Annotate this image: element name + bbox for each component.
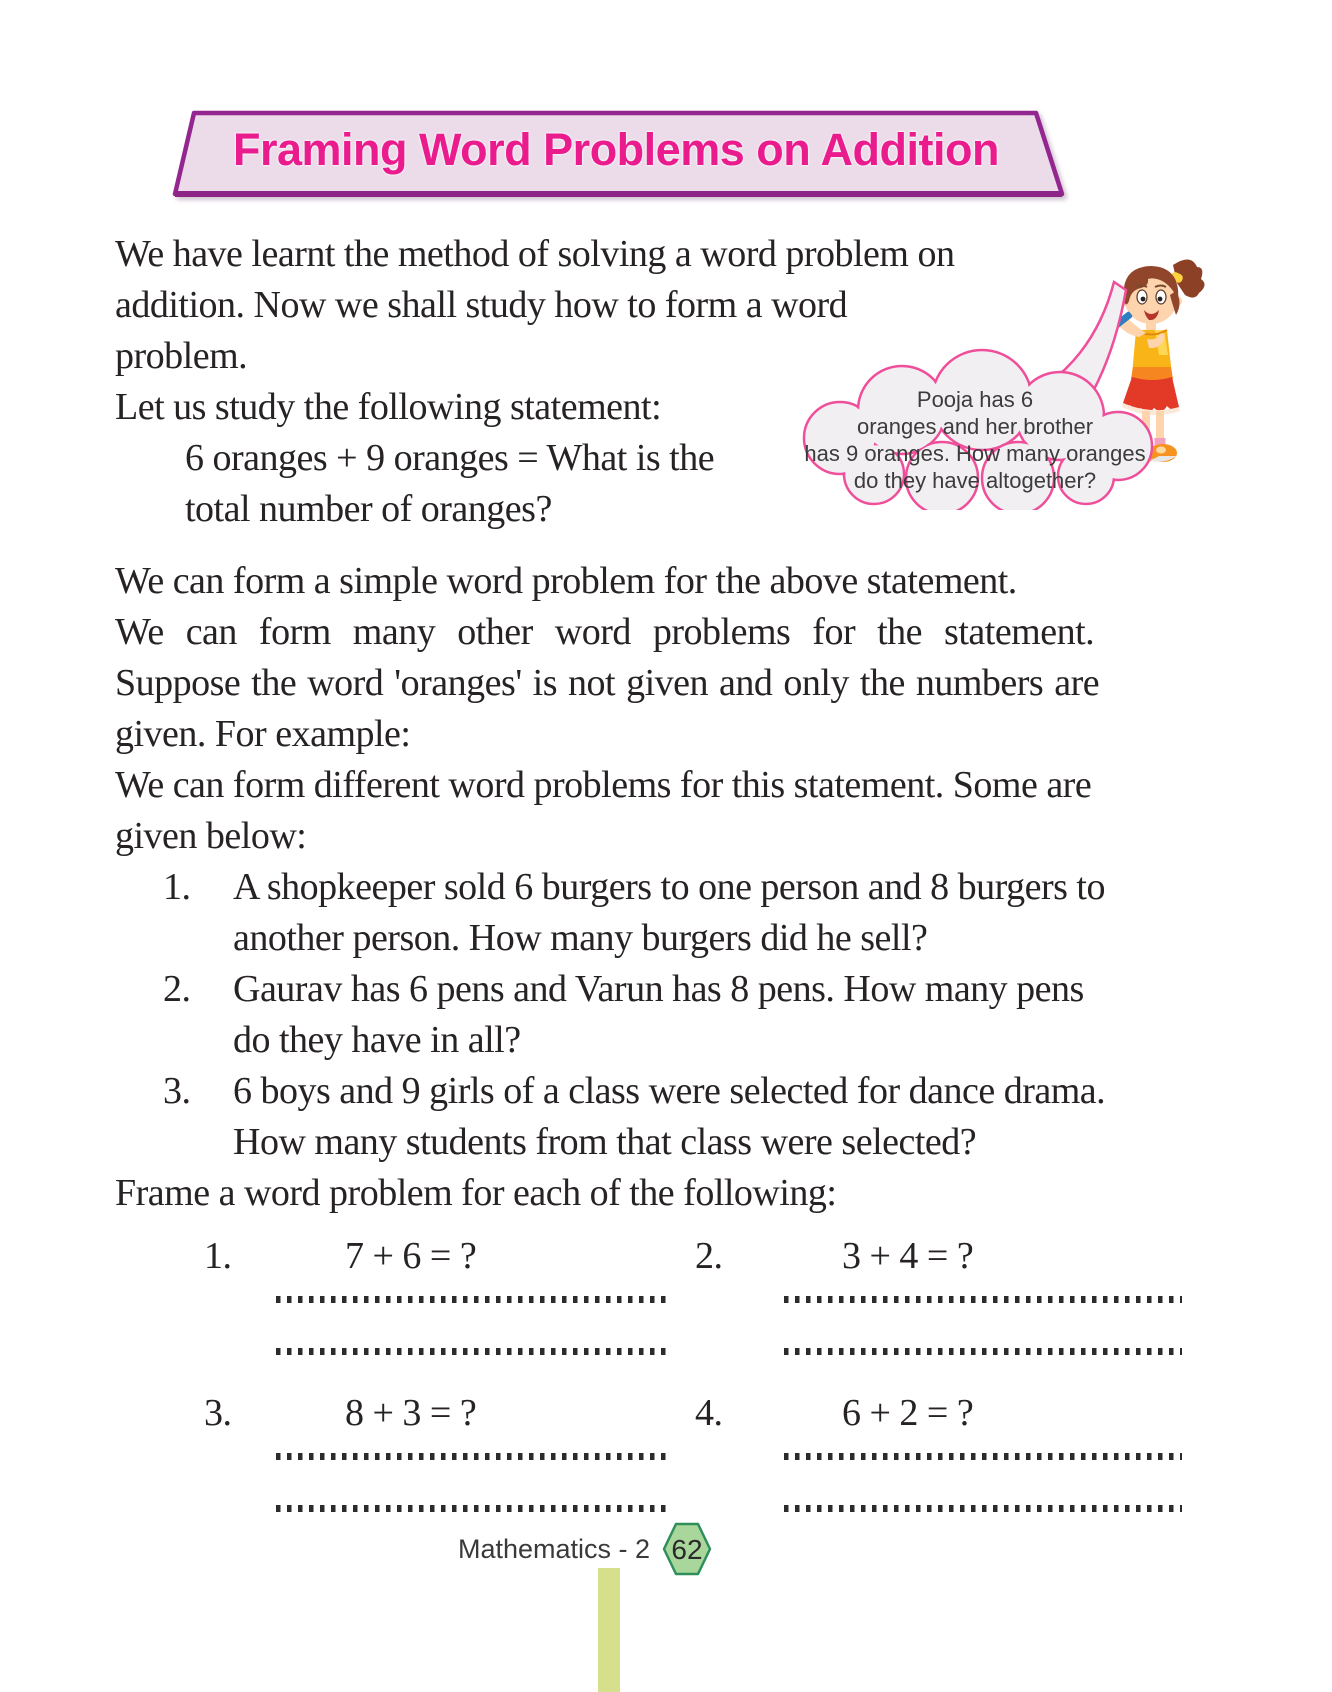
example-line: 6 boys and 9 girls of a class were selected for dance drama. bbox=[233, 1070, 1106, 1112]
answer-line bbox=[784, 1453, 1182, 1460]
bottom-green-bar bbox=[598, 1568, 620, 1692]
body-line: given below: bbox=[115, 815, 307, 857]
problem-number: 1. bbox=[204, 1235, 232, 1277]
answer-lines-row bbox=[115, 1439, 1219, 1491]
answer-line bbox=[276, 1296, 670, 1303]
example-number: 3. bbox=[163, 1070, 191, 1112]
example-line: another person. How many burgers did he sell? bbox=[233, 917, 928, 959]
exercise-row bbox=[115, 1388, 1219, 1439]
answer-lines-row bbox=[115, 1334, 1219, 1386]
page-footer bbox=[458, 1522, 712, 1576]
body-line: We can form many other word problems for the statement. bbox=[115, 611, 1095, 653]
example-item bbox=[115, 1066, 1219, 1168]
example-item bbox=[115, 964, 1219, 1066]
problem-expression: 7 + 6 = ? bbox=[345, 1235, 477, 1277]
bubble-line: do they have altogether? bbox=[853, 468, 1097, 493]
body-line: addition. Now we shall study how to form a word bbox=[115, 284, 848, 326]
body-line: Suppose the word 'oranges' is not given and only the numbers are bbox=[115, 662, 1100, 704]
bubble-line: oranges and her brother bbox=[856, 414, 1094, 439]
bubble-line: Pooja has 6 bbox=[916, 387, 1034, 412]
example-line: How many students from that class were selected? bbox=[233, 1121, 977, 1163]
answer-line bbox=[276, 1453, 670, 1460]
problem-expression: 8 + 3 = ? bbox=[345, 1392, 477, 1434]
problem-number: 4. bbox=[695, 1392, 723, 1434]
body-text bbox=[115, 229, 1219, 1543]
body-line: Let us study the following statement: bbox=[115, 386, 662, 428]
exercise-row bbox=[115, 1231, 1219, 1282]
page-number-hexagon bbox=[662, 1522, 712, 1576]
body-line: We can form different word problems for this statement. Some are bbox=[115, 764, 1092, 806]
answer-line bbox=[784, 1296, 1182, 1303]
body-line: We can form a simple word problem for the above statement. bbox=[115, 560, 1017, 602]
answer-line bbox=[276, 1348, 670, 1355]
problem-expression: 6 + 2 = ? bbox=[842, 1392, 974, 1434]
example-number: 2. bbox=[163, 968, 191, 1010]
answer-line bbox=[276, 1505, 670, 1512]
problem-number: 2. bbox=[695, 1235, 723, 1277]
page-number: 62 bbox=[671, 1534, 703, 1565]
example-line: do they have in all? bbox=[233, 1019, 521, 1061]
answer-line bbox=[784, 1348, 1182, 1355]
problem-expression: 3 + 4 = ? bbox=[842, 1235, 974, 1277]
statement-line: total number of oranges? bbox=[185, 488, 552, 530]
chapter-banner bbox=[166, 110, 1066, 198]
example-line: A shopkeeper sold 6 burgers to one person and 8 burgers to bbox=[233, 866, 1105, 908]
body-line: problem. bbox=[115, 335, 248, 377]
exercise-instruction: Frame a word problem for each of the following: bbox=[115, 1172, 837, 1214]
example-line: Gaurav has 6 pens and Varun has 8 pens. How many pens bbox=[233, 968, 1084, 1010]
example-item bbox=[115, 862, 1219, 964]
page-title: Framing Word Problems on Addition bbox=[233, 124, 999, 175]
example-number: 1. bbox=[163, 866, 191, 908]
body-line: given. For example: bbox=[115, 713, 411, 755]
bubble-line: has 9 oranges. How many oranges bbox=[804, 441, 1146, 466]
problem-number: 3. bbox=[204, 1392, 232, 1434]
statement-line: 6 oranges + 9 oranges = What is the bbox=[185, 437, 715, 479]
answer-lines-row bbox=[115, 1282, 1219, 1334]
answer-line bbox=[784, 1505, 1182, 1512]
body-line: We have learnt the method of solving a word problem on bbox=[115, 233, 955, 275]
book-title: Mathematics - 2 bbox=[458, 1533, 651, 1564]
